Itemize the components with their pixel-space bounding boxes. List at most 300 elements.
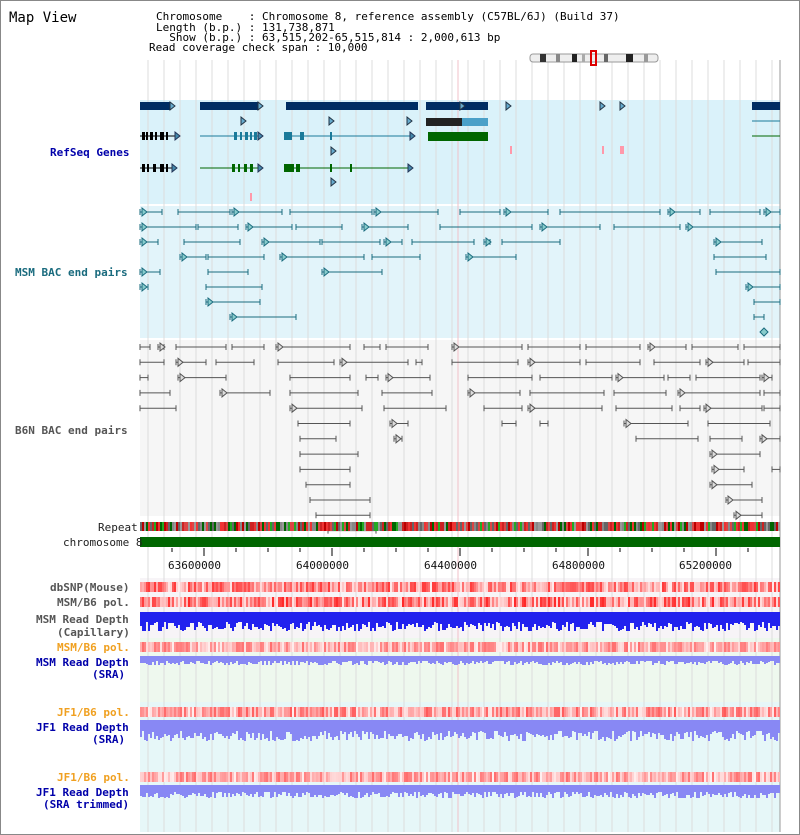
polymorphism-cell	[398, 707, 400, 717]
read-depth-bar	[274, 612, 276, 626]
polymorphism-cell	[586, 597, 588, 607]
read-depth-bar	[436, 785, 438, 797]
repeat-element	[714, 522, 716, 531]
jf1-depth-trim-label[interactable]: JF1 Read Depth	[36, 786, 129, 799]
msm-bac-label[interactable]: MSM BAC end pairs	[15, 266, 128, 279]
read-depth-bar	[292, 720, 294, 741]
repeat-element	[516, 522, 518, 531]
read-depth-bar	[248, 720, 250, 734]
polymorphism-cell	[496, 707, 498, 717]
repeat-element	[212, 522, 214, 531]
read-depth-bar	[640, 612, 642, 626]
read-depth-bar	[508, 720, 510, 741]
polymorphism-cell	[582, 642, 584, 652]
read-depth-bar	[690, 720, 692, 732]
read-depth-bar	[730, 720, 732, 738]
polymorphism-cell	[720, 772, 722, 782]
polymorphism-cell	[268, 597, 270, 607]
polymorphism-cell	[370, 707, 372, 717]
read-depth-bar	[692, 612, 694, 631]
read-depth-bar	[418, 612, 420, 627]
polymorphism-cell	[624, 597, 626, 607]
polymorphism-cell	[340, 582, 342, 592]
polymorphism-cell	[378, 707, 380, 717]
polymorphism-cell	[242, 642, 244, 652]
read-depth-bar	[440, 612, 442, 624]
polymorphism-cell	[202, 642, 204, 652]
repeat-element	[152, 522, 154, 531]
gene-exon	[160, 132, 164, 140]
polymorphism-cell	[528, 597, 530, 607]
read-depth-bar	[444, 656, 446, 662]
polymorphism-cell	[570, 642, 572, 652]
read-depth-bar	[774, 720, 776, 740]
polymorphism-cell	[392, 582, 394, 592]
polymorphism-cell	[148, 772, 150, 782]
read-depth-bar	[750, 720, 752, 738]
read-depth-bar	[654, 656, 656, 663]
read-depth-bar	[452, 656, 454, 664]
polymorphism-cell	[370, 642, 372, 652]
polymorphism-cell	[360, 597, 362, 607]
read-depth-bar	[516, 720, 518, 736]
polymorphism-cell	[644, 772, 646, 782]
polymorphism-cell	[386, 772, 388, 782]
polymorphism-cell	[752, 642, 754, 652]
read-depth-bar	[446, 612, 448, 628]
polymorphism-cell	[400, 772, 402, 782]
polymorphism-cell	[376, 772, 378, 782]
polymorphism-cell	[448, 582, 450, 592]
read-depth-bar	[732, 785, 734, 797]
repeat-element	[224, 522, 226, 531]
polymorphism-cell	[308, 642, 310, 652]
polymorphism-cell	[708, 597, 710, 607]
polymorphism-cell	[274, 642, 276, 652]
polymorphism-cell	[216, 707, 218, 717]
polymorphism-cell	[662, 707, 664, 717]
repeat-element	[478, 522, 480, 531]
read-depth-bar	[350, 785, 352, 796]
repeat-element	[386, 522, 388, 531]
read-depth-bar	[190, 785, 192, 795]
read-depth-bar	[642, 720, 644, 736]
polymorphism-cell	[554, 582, 556, 592]
read-depth-bar	[566, 612, 568, 622]
repeat-element	[604, 522, 606, 531]
polymorphism-cell	[460, 772, 462, 782]
polymorphism-cell	[300, 597, 302, 607]
polymorphism-cell	[466, 772, 468, 782]
polymorphism-cell	[230, 597, 232, 607]
polymorphism-cell	[578, 582, 580, 592]
polymorphism-cell	[256, 597, 258, 607]
read-depth-bar	[356, 612, 358, 624]
read-depth-bar	[502, 656, 504, 661]
polymorphism-cell	[438, 597, 440, 607]
polymorphism-cell	[158, 582, 160, 592]
polymorphism-cell	[322, 707, 324, 717]
repeat-element	[248, 522, 250, 531]
repeat-element	[620, 522, 622, 531]
repeat-element	[652, 522, 654, 531]
read-depth-bar	[578, 612, 580, 627]
repeat-element	[194, 522, 196, 531]
polymorphism-cell	[342, 707, 344, 717]
polymorphism-cell	[708, 582, 710, 592]
read-depth-bar	[192, 656, 194, 663]
polymorphism-cell	[426, 597, 428, 607]
polymorphism-cell	[648, 642, 650, 652]
read-depth-bar	[422, 785, 424, 795]
polymorphism-cell	[270, 642, 272, 652]
read-depth-bar	[634, 656, 636, 664]
repeat-element	[280, 522, 282, 531]
read-depth-bar	[396, 612, 398, 622]
polymorphism-cell	[698, 772, 700, 782]
polymorphism-cell	[352, 707, 354, 717]
read-depth-bar	[142, 720, 144, 731]
polymorphism-cell	[618, 582, 620, 592]
polymorphism-cell	[688, 772, 690, 782]
read-depth-bar	[314, 656, 316, 662]
polymorphism-cell	[288, 707, 290, 717]
polymorphism-cell	[528, 772, 530, 782]
read-depth-bar	[624, 612, 626, 626]
polymorphism-cell	[710, 597, 712, 607]
read-depth-bar	[262, 656, 264, 665]
polymorphism-cell	[198, 642, 200, 652]
read-depth-bar	[326, 720, 328, 739]
read-depth-bar	[480, 656, 482, 661]
polymorphism-cell	[700, 642, 702, 652]
polymorphism-cell	[218, 582, 220, 592]
read-depth-bar	[560, 720, 562, 731]
polymorphism-cell	[650, 597, 652, 607]
read-depth-bar	[522, 785, 524, 795]
read-depth-bar	[196, 612, 198, 627]
repeat-element	[450, 522, 452, 531]
polymorphism-cell	[242, 597, 244, 607]
polymorphism-cell	[292, 597, 294, 607]
read-depth-bar	[276, 656, 278, 663]
read-depth-bar	[444, 612, 446, 630]
polymorphism-cell	[464, 597, 466, 607]
polymorphism-cell	[508, 707, 510, 717]
read-depth-bar	[338, 656, 340, 664]
polymorphism-cell	[350, 642, 352, 652]
b6n-bac-label[interactable]: B6N BAC end pairs	[15, 424, 128, 437]
read-depth-bar	[654, 720, 656, 734]
polymorphism-cell	[672, 772, 674, 782]
read-depth-bar	[648, 785, 650, 795]
msm-depth-sra-label[interactable]: MSM Read Depth	[36, 656, 129, 669]
read-depth-bar	[294, 656, 296, 665]
read-depth-bar	[724, 612, 726, 631]
polymorphism-cell	[704, 772, 706, 782]
read-depth-bar	[412, 612, 414, 624]
repeat-element	[442, 522, 444, 531]
msm-b6-pol-sra-label[interactable]: MSM/B6 pol.	[57, 641, 130, 654]
polymorphism-cell	[304, 642, 306, 652]
read-depth-bar	[356, 656, 358, 663]
polymorphism-cell	[482, 582, 484, 592]
polymorphism-cell	[224, 772, 226, 782]
read-depth-bar	[264, 785, 266, 792]
read-depth-bar	[720, 612, 722, 625]
polymorphism-cell	[148, 642, 150, 652]
read-depth-bar	[658, 785, 660, 792]
read-depth-bar	[698, 612, 700, 627]
read-depth-bar	[206, 720, 208, 741]
read-depth-bar	[248, 785, 250, 796]
read-depth-bar	[354, 656, 356, 664]
polymorphism-cell	[260, 772, 262, 782]
read-depth-bar	[220, 785, 222, 792]
read-depth-bar	[484, 612, 486, 623]
polymorphism-cell	[200, 707, 202, 717]
jf1-depth-sra-label[interactable]: JF1 Read Depth	[36, 721, 129, 734]
read-depth-bar	[256, 785, 258, 792]
repeat-element	[176, 522, 178, 531]
msm-depth-capillary-sub: (Capillary)	[57, 626, 130, 639]
read-depth-bar	[164, 720, 166, 734]
read-depth-bar	[304, 656, 306, 663]
read-depth-bar	[682, 656, 684, 662]
msm-b6-pol-label[interactable]: MSM/B6 pol.	[57, 596, 130, 609]
polymorphism-cell	[678, 772, 680, 782]
read-depth-bar	[448, 785, 450, 798]
jf1-b6-pol-label[interactable]: JF1/B6 pol.	[57, 706, 130, 719]
repeat-element	[230, 522, 232, 531]
read-depth-bar	[280, 720, 282, 740]
polymorphism-cell	[388, 597, 390, 607]
polymorphism-cell	[250, 582, 252, 592]
read-depth-bar	[266, 720, 268, 738]
polymorphism-cell	[420, 642, 422, 652]
polymorphism-cell	[588, 642, 590, 652]
polymorphism-cell	[762, 597, 764, 607]
read-depth-bar	[520, 720, 522, 734]
repeat-element	[444, 522, 446, 531]
read-depth-bar	[150, 785, 152, 796]
read-depth-bar	[774, 785, 776, 798]
polymorphism-cell	[300, 707, 302, 717]
polymorphism-cell	[768, 597, 770, 607]
polymorphism-cell	[646, 582, 648, 592]
read-depth-bar	[494, 785, 496, 792]
repeat-element	[704, 522, 706, 531]
polymorphism-cell	[280, 772, 282, 782]
polymorphism-cell	[714, 597, 716, 607]
polymorphism-cell	[244, 772, 246, 782]
read-depth-bar	[140, 612, 142, 626]
read-depth-bar	[614, 612, 616, 626]
read-depth-bar	[680, 656, 682, 662]
read-depth-bar	[524, 785, 526, 792]
polymorphism-cell	[380, 642, 382, 652]
polymorphism-cell	[556, 772, 558, 782]
polymorphism-cell	[728, 597, 730, 607]
polymorphism-cell	[328, 642, 330, 652]
polymorphism-cell	[624, 642, 626, 652]
msm-depth-capillary-label[interactable]: MSM Read Depth	[36, 613, 129, 626]
dbsnp-label[interactable]: dbSNP(Mouse)	[50, 581, 130, 594]
polymorphism-cell	[434, 707, 436, 717]
polymorphism-cell	[402, 772, 404, 782]
read-depth-bar	[462, 720, 464, 733]
read-depth-bar	[232, 612, 234, 631]
polymorphism-cell	[410, 642, 412, 652]
read-depth-bar	[156, 656, 158, 661]
read-depth-bar	[616, 612, 618, 628]
repeat-element	[304, 522, 306, 531]
repeat-element	[310, 522, 312, 531]
read-depth-bar	[150, 720, 152, 738]
polymorphism-cell	[144, 597, 146, 607]
read-depth-bar	[544, 612, 546, 628]
polymorphism-cell	[688, 642, 690, 652]
read-depth-bar	[276, 720, 278, 737]
read-depth-bar	[662, 720, 664, 735]
repeat-element	[484, 522, 486, 531]
polymorphism-cell	[732, 597, 734, 607]
polymorphism-cell	[430, 597, 432, 607]
polymorphism-cell	[282, 582, 284, 592]
polymorphism-cell	[290, 582, 292, 592]
polymorphism-cell	[354, 642, 356, 652]
polymorphism-cell	[402, 707, 404, 717]
repeat-element	[474, 522, 476, 531]
read-depth-bar	[568, 785, 570, 797]
polymorphism-cell	[474, 597, 476, 607]
polymorphism-cell	[240, 772, 242, 782]
polymorphism-cell	[166, 707, 168, 717]
repeat-element	[394, 522, 396, 531]
polymorphism-cell	[586, 707, 588, 717]
read-depth-bar	[324, 785, 326, 796]
polymorphism-cell	[514, 772, 516, 782]
read-depth-bar	[272, 656, 274, 663]
read-depth-bar	[278, 656, 280, 663]
read-depth-bar	[522, 720, 524, 741]
read-depth-bar	[326, 612, 328, 629]
repeat-element	[582, 522, 584, 531]
polymorphism-cell	[400, 582, 402, 592]
polymorphism-cell	[572, 772, 574, 782]
polymorphism-cell	[208, 707, 210, 717]
polymorphism-cell	[728, 707, 730, 717]
polymorphism-cell	[288, 582, 290, 592]
polymorphism-cell	[660, 597, 662, 607]
polymorphism-cell	[732, 642, 734, 652]
read-depth-bar	[196, 720, 198, 736]
polymorphism-cell	[680, 772, 682, 782]
gene-exon	[284, 132, 292, 140]
polymorphism-cell	[472, 707, 474, 717]
read-depth-bar	[740, 612, 742, 622]
repeat-element	[388, 522, 390, 531]
polymorphism-cell	[516, 642, 518, 652]
polymorphism-cell	[724, 582, 726, 592]
read-depth-bar	[358, 785, 360, 792]
repeat-element	[390, 522, 392, 531]
read-depth-bar	[416, 612, 418, 623]
polymorphism-cell	[142, 642, 144, 652]
read-depth-bar	[770, 785, 772, 793]
repeat-element	[188, 522, 190, 531]
polymorphism-cell	[516, 772, 518, 782]
read-depth-bar	[274, 656, 276, 661]
polymorphism-cell	[706, 642, 708, 652]
polymorphism-cell	[250, 707, 252, 717]
read-depth-bar	[674, 612, 676, 627]
polymorphism-cell	[476, 772, 478, 782]
repeat-element	[270, 522, 272, 531]
jf1-b6-pol-trim-label[interactable]: JF1/B6 pol.	[57, 771, 130, 784]
repeat-element	[706, 522, 708, 531]
polymorphism-cell	[648, 772, 650, 782]
read-depth-bar	[534, 612, 536, 624]
read-depth-bar	[282, 785, 284, 792]
polymorphism-cell	[384, 772, 386, 782]
polymorphism-cell	[440, 642, 442, 652]
read-depth-bar	[344, 656, 346, 662]
read-depth-bar	[690, 656, 692, 662]
read-depth-bar	[446, 720, 448, 736]
repeat-label[interactable]: Repeat	[98, 521, 138, 534]
polymorphism-cell	[324, 707, 326, 717]
read-depth-bar	[502, 612, 504, 631]
polymorphism-cell	[522, 642, 524, 652]
polymorphism-cell	[492, 707, 494, 717]
polymorphism-cell	[304, 772, 306, 782]
read-depth-bar	[534, 656, 536, 663]
read-depth-bar	[158, 612, 160, 631]
polymorphism-cell	[686, 707, 688, 717]
read-depth-bar	[244, 720, 246, 741]
read-depth-bar	[440, 785, 442, 793]
polymorphism-cell	[456, 582, 458, 592]
read-depth-bar	[310, 656, 312, 662]
polymorphism-cell	[320, 642, 322, 652]
read-depth-bar	[772, 785, 774, 793]
polymorphism-cell	[336, 772, 338, 782]
polymorphism-cell	[666, 597, 668, 607]
read-depth-bar	[708, 656, 710, 661]
polymorphism-cell	[176, 772, 178, 782]
read-depth-bar	[336, 612, 338, 631]
polymorphism-cell	[738, 597, 740, 607]
read-depth-bar	[158, 656, 160, 665]
refseq-genes-label[interactable]: RefSeq Genes	[50, 146, 130, 159]
polymorphism-cell	[738, 642, 740, 652]
polymorphism-cell	[368, 707, 370, 717]
read-depth-bar	[496, 720, 498, 731]
polymorphism-cell	[644, 707, 646, 717]
read-depth-bar	[730, 612, 732, 624]
polymorphism-cell	[504, 582, 506, 592]
polymorphism-cell	[564, 707, 566, 717]
polymorphism-cell	[224, 642, 226, 652]
polymorphism-cell	[722, 772, 724, 782]
read-depth-bar	[706, 720, 708, 735]
polymorphism-cell	[760, 582, 762, 592]
read-depth-bar	[410, 785, 412, 794]
read-depth-bar	[686, 720, 688, 732]
read-depth-bar	[594, 785, 596, 795]
repeat-element	[294, 522, 296, 531]
